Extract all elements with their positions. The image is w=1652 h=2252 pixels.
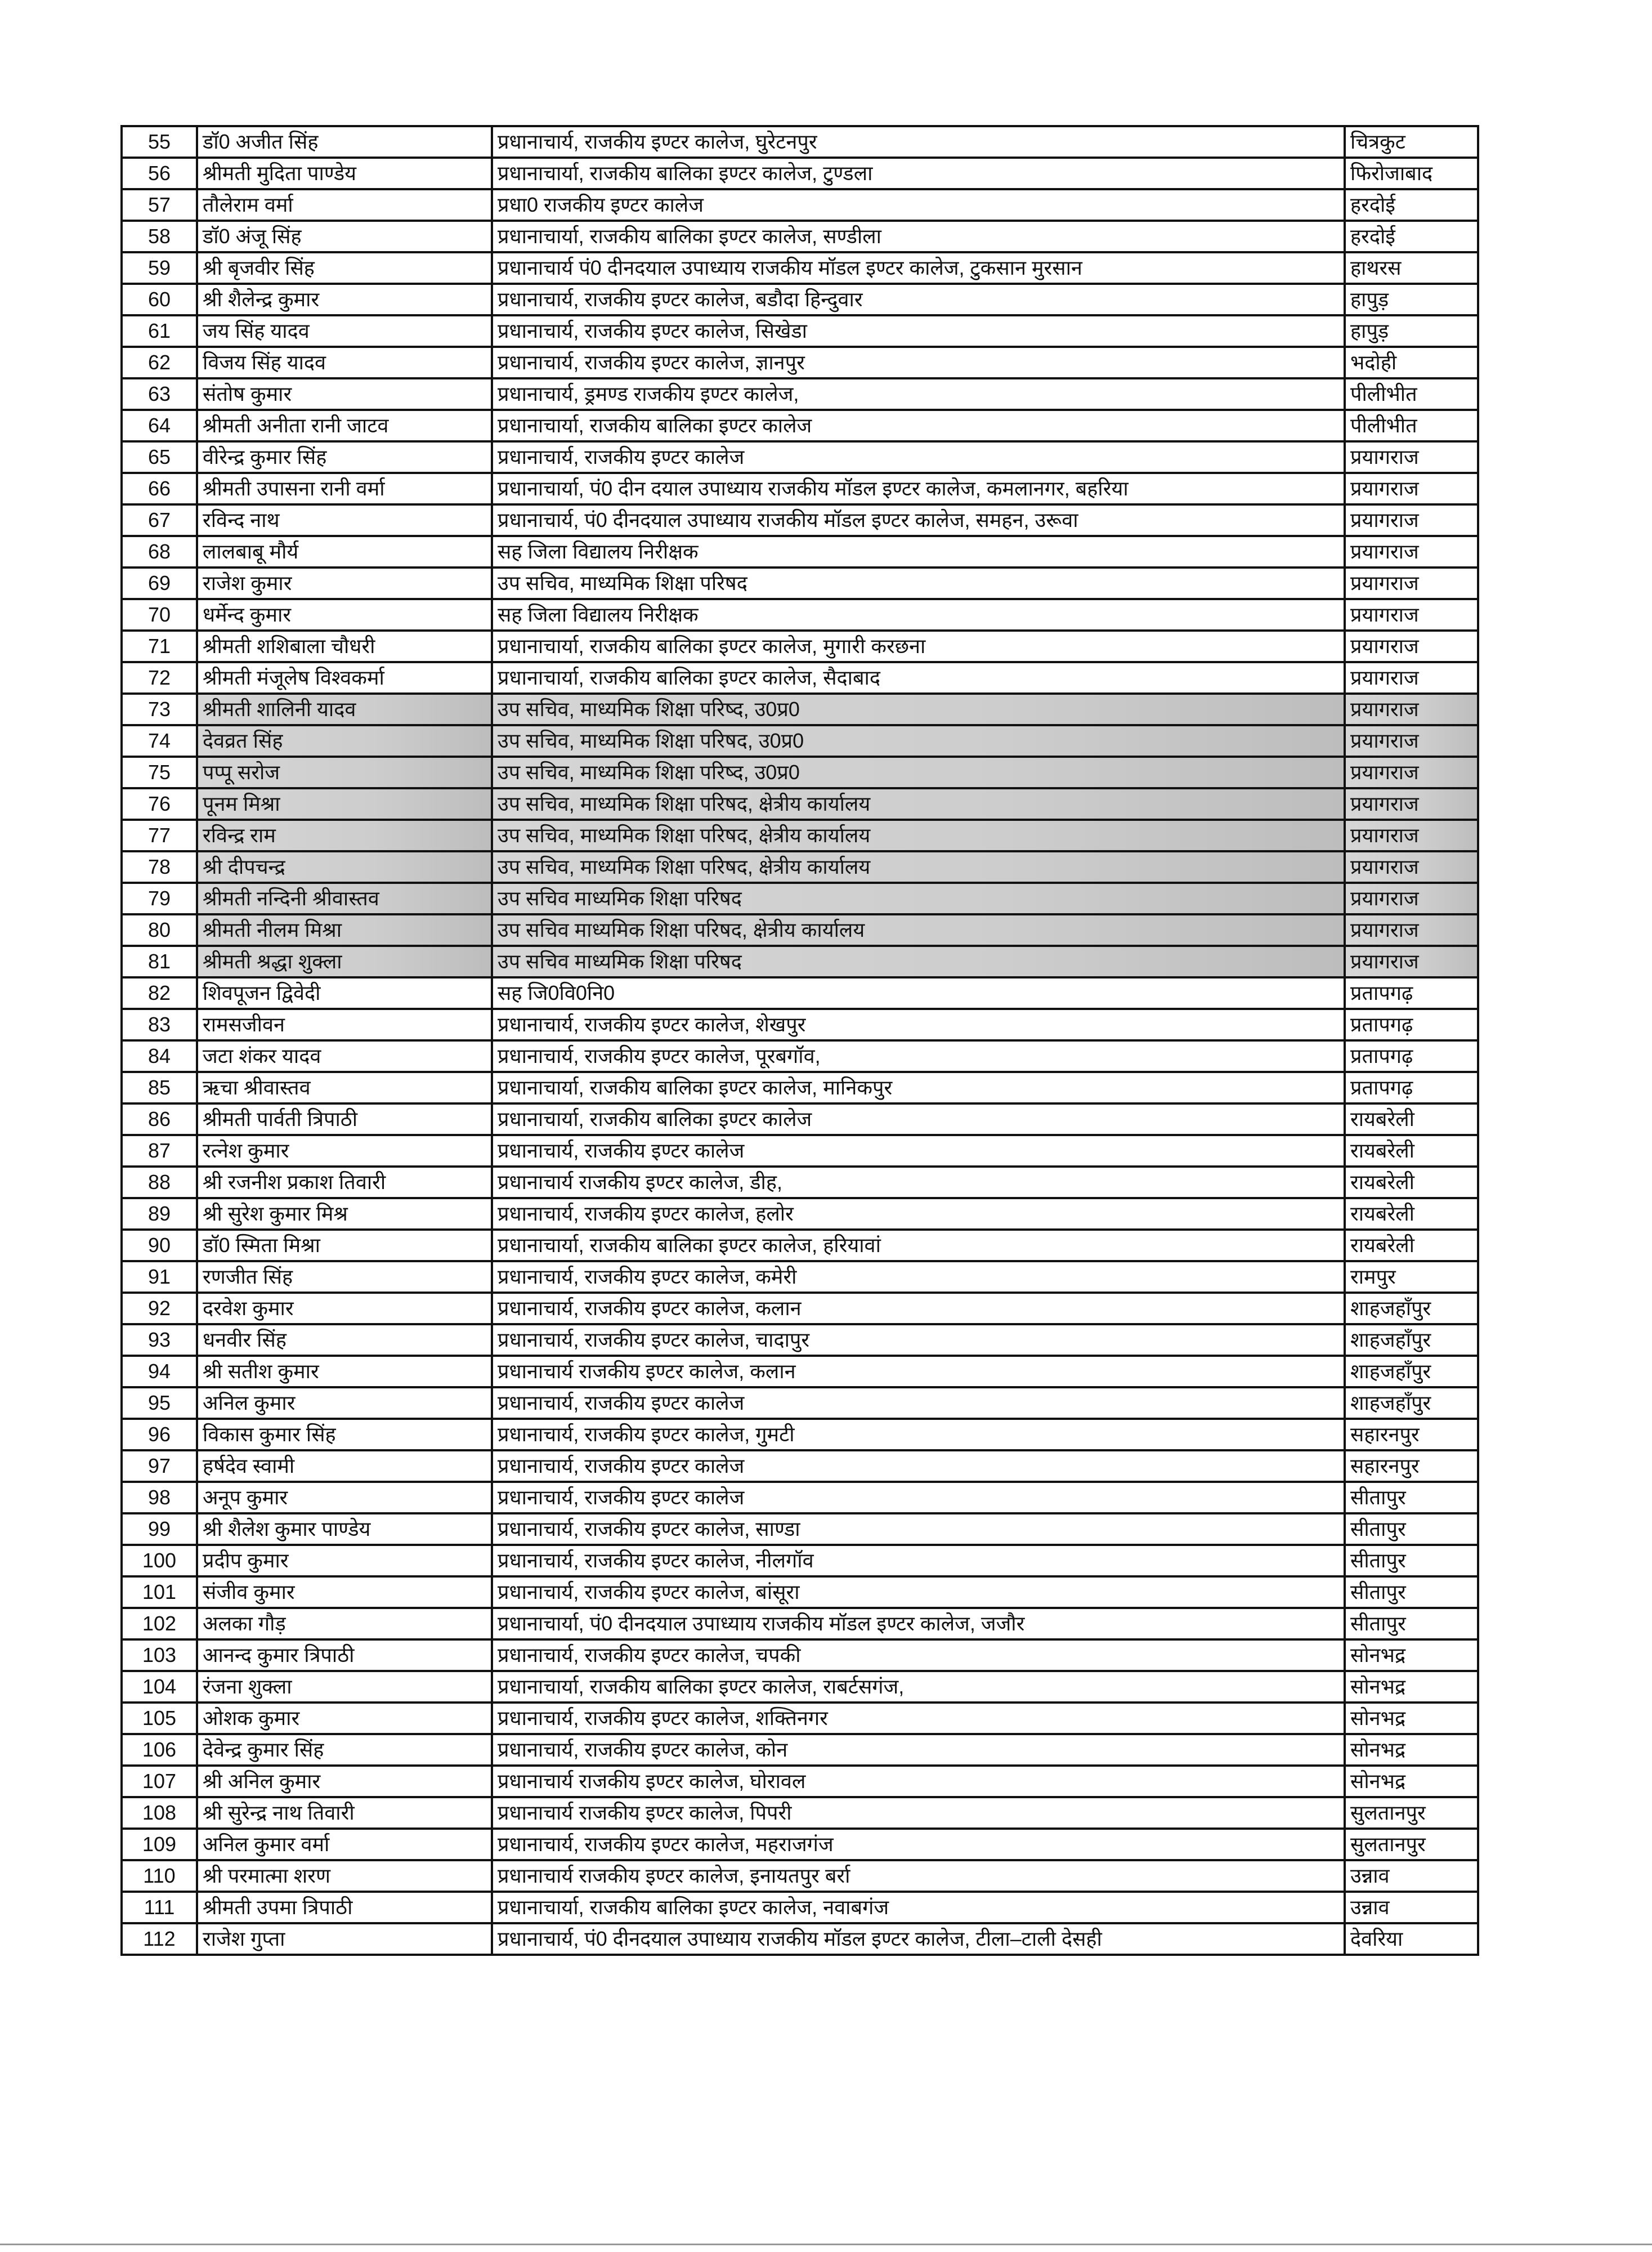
table-row	[122, 977, 1478, 1009]
designation-cell: प्रधानाचार्य राजकीय इण्टर कालेज, इनायतपुर बर्रा	[492, 1860, 1345, 1892]
official-name-cell: डॉ0 अंजू सिंह	[197, 221, 492, 252]
designation-cell: प्रधानाचार्य, राजकीय इण्टर कालेज, शक्तिनगर	[492, 1703, 1345, 1734]
official-name-cell: हर्षदेव स्वामी	[197, 1450, 492, 1482]
table-row	[122, 1293, 1478, 1324]
official-name-cell: श्रीमती शालिनी यादव	[197, 694, 492, 725]
district-cell: सीतापुर	[1345, 1513, 1478, 1545]
designation-cell: प्रधानाचार्य, राजकीय इण्टर कालेज	[492, 441, 1345, 473]
designation-cell: प्रधानाचार्य राजकीय इण्टर कालेज, पिपरी	[492, 1797, 1345, 1829]
table-row	[122, 1230, 1478, 1261]
serial-number-cell: 96	[122, 1419, 197, 1450]
designation-cell: उप सचिव, माध्यमिक शिक्षा परिषद, क्षेत्रीय कार्यालय	[492, 820, 1345, 851]
serial-number-cell: 98	[122, 1482, 197, 1513]
designation-cell: प्रधानाचार्य, राजकीय इण्टर कालेज, सिखेडा	[492, 315, 1345, 347]
official-name-cell: अलका गौड़	[197, 1608, 492, 1639]
serial-number-cell: 87	[122, 1135, 197, 1167]
table-row	[122, 1734, 1478, 1766]
official-name-cell: आनन्द कुमार त्रिपाठी	[197, 1639, 492, 1671]
district-cell: हरदोई	[1345, 221, 1478, 252]
district-cell: पीलीभीत	[1345, 378, 1478, 410]
serial-number-cell: 70	[122, 599, 197, 631]
designation-cell: सह जिला विद्यालय निरीक्षक	[492, 599, 1345, 631]
serial-number-cell: 84	[122, 1040, 197, 1072]
designation-cell: प्रधानाचार्या, राजकीय बालिका इण्टर कालेज, हरियावां	[492, 1230, 1345, 1261]
district-cell: रायबरेली	[1345, 1198, 1478, 1230]
designation-cell: प्रधानाचार्य, राजकीय इण्टर कालेज	[492, 1387, 1345, 1419]
officials-table	[120, 125, 1479, 1956]
designation-cell: प्रधानाचार्य, राजकीय इण्टर कालेज	[492, 1450, 1345, 1482]
district-cell: सीतापुर	[1345, 1482, 1478, 1513]
official-name-cell: संजीव कुमार	[197, 1576, 492, 1608]
serial-number-cell: 68	[122, 536, 197, 568]
district-cell: प्रतापगढ़	[1345, 1072, 1478, 1103]
serial-number-cell: 99	[122, 1513, 197, 1545]
district-cell: भदोही	[1345, 347, 1478, 378]
table-row	[122, 883, 1478, 914]
serial-number-cell: 94	[122, 1356, 197, 1387]
table-row	[122, 158, 1478, 189]
serial-number-cell: 58	[122, 221, 197, 252]
table-row	[122, 473, 1478, 504]
serial-number-cell: 78	[122, 851, 197, 883]
table-row	[122, 284, 1478, 315]
official-name-cell: देवव्रत सिंह	[197, 725, 492, 757]
official-name-cell: श्री शैलेश कुमार पाण्डेय	[197, 1513, 492, 1545]
district-cell: हापुड़	[1345, 315, 1478, 347]
designation-cell: उप सचिव, माध्यमिक शिक्षा परिष्द, उ0प्र0	[492, 694, 1345, 725]
district-cell: प्रयागराज	[1345, 473, 1478, 504]
designation-cell: उप सचिव, माध्यमिक शिक्षा परिषद, उ0प्र0	[492, 725, 1345, 757]
official-name-cell: रविन्द्र राम	[197, 820, 492, 851]
table-row	[122, 126, 1478, 158]
table-row	[122, 1892, 1478, 1923]
table-row	[122, 1419, 1478, 1450]
serial-number-cell: 91	[122, 1261, 197, 1293]
page-bottom-edge	[0, 2244, 1652, 2245]
serial-number-cell: 109	[122, 1829, 197, 1860]
official-name-cell: वीरेन्द्र कुमार सिंह	[197, 441, 492, 473]
designation-cell: प्रधानाचार्य, राजकीय इण्टर कालेज, ज्ञानपुर	[492, 347, 1345, 378]
district-cell: सोनभद्र	[1345, 1639, 1478, 1671]
official-name-cell: श्री शैलेन्द्र कुमार	[197, 284, 492, 315]
district-cell: प्रयागराज	[1345, 694, 1478, 725]
serial-number-cell: 75	[122, 757, 197, 788]
official-name-cell: धनवीर सिंह	[197, 1324, 492, 1356]
official-name-cell: श्री सुरेश कुमार मिश्र	[197, 1198, 492, 1230]
table-row	[122, 662, 1478, 694]
district-cell: चित्रकुट	[1345, 126, 1478, 158]
official-name-cell: श्री सतीश कुमार	[197, 1356, 492, 1387]
designation-cell: प्रधानाचार्य, राजकीय इण्टर कालेज, कोन	[492, 1734, 1345, 1766]
official-name-cell: श्रीमती मुदिता पाण्डेय	[197, 158, 492, 189]
serial-number-cell: 97	[122, 1450, 197, 1482]
official-name-cell: श्रीमती अनीता रानी जाटव	[197, 410, 492, 441]
district-cell: प्रतापगढ़	[1345, 1009, 1478, 1040]
official-name-cell: लालबाबू मौर्य	[197, 536, 492, 568]
district-cell: रायबरेली	[1345, 1230, 1478, 1261]
district-cell: प्रयागराज	[1345, 820, 1478, 851]
district-cell: सीतापुर	[1345, 1608, 1478, 1639]
official-name-cell: रंजना शुक्ला	[197, 1671, 492, 1703]
designation-cell: प्रधानाचार्य, राजकीय इण्टर कालेज	[492, 1482, 1345, 1513]
district-cell: पीलीभीत	[1345, 410, 1478, 441]
designation-cell: प्रधानाचार्य, राजकीय इण्टर कालेज, गुमटी	[492, 1419, 1345, 1450]
designation-cell: प्रधानाचार्य, ड्रमण्ड राजकीय इण्टर कालेज,	[492, 378, 1345, 410]
official-name-cell: श्रीमती उपमा त्रिपाठी	[197, 1892, 492, 1923]
serial-number-cell: 93	[122, 1324, 197, 1356]
table-row	[122, 1040, 1478, 1072]
table-row	[122, 788, 1478, 820]
serial-number-cell: 106	[122, 1734, 197, 1766]
official-name-cell: श्रीमती श्रद्धा शुक्ला	[197, 946, 492, 977]
official-name-cell: ओशक कुमार	[197, 1703, 492, 1734]
district-cell: शाहजहाँपुर	[1345, 1387, 1478, 1419]
serial-number-cell: 67	[122, 504, 197, 536]
official-name-cell: पूनम मिश्रा	[197, 788, 492, 820]
serial-number-cell: 61	[122, 315, 197, 347]
official-name-cell: रत्नेश कुमार	[197, 1135, 492, 1167]
official-name-cell: श्रीमती नन्दिनी श्रीवास्तव	[197, 883, 492, 914]
district-cell: प्रयागराज	[1345, 631, 1478, 662]
official-name-cell: श्रीमती उपासना रानी वर्मा	[197, 473, 492, 504]
district-cell: सीतापुर	[1345, 1545, 1478, 1576]
table-row	[122, 694, 1478, 725]
table-row	[122, 315, 1478, 347]
serial-number-cell: 108	[122, 1797, 197, 1829]
designation-cell: प्रधानाचार्य, राजकीय इण्टर कालेज, कलान	[492, 1293, 1345, 1324]
official-name-cell: पप्पू सरोज	[197, 757, 492, 788]
table-row	[122, 410, 1478, 441]
table-row	[122, 599, 1478, 631]
district-cell: हाथरस	[1345, 252, 1478, 284]
district-cell: रायबरेली	[1345, 1103, 1478, 1135]
district-cell: प्रयागराज	[1345, 599, 1478, 631]
official-name-cell: रामसजीवन	[197, 1009, 492, 1040]
table-row	[122, 1703, 1478, 1734]
designation-cell: प्रधानाचार्य, राजकीय इण्टर कालेज, साण्डा	[492, 1513, 1345, 1545]
designation-cell: प्रधानाचार्य राजकीय इण्टर कालेज, घोरावल	[492, 1766, 1345, 1797]
official-name-cell: अनिल कुमार वर्मा	[197, 1829, 492, 1860]
district-cell: प्रयागराज	[1345, 568, 1478, 599]
serial-number-cell: 65	[122, 441, 197, 473]
designation-cell: प्रधानाचार्य, राजकीय इण्टर कालेज, कमेरी	[492, 1261, 1345, 1293]
table-row	[122, 1198, 1478, 1230]
serial-number-cell: 63	[122, 378, 197, 410]
official-name-cell: रणजीत सिंह	[197, 1261, 492, 1293]
designation-cell: प्रधानाचार्य, पं0 दीनदयाल उपाध्याय राजकीय मॉडल इण्टर कालेज, टीला–टाली देसही	[492, 1923, 1345, 1955]
official-name-cell: श्री बृजवीर सिंह	[197, 252, 492, 284]
official-name-cell: विकास कुमार सिंह	[197, 1419, 492, 1450]
serial-number-cell: 77	[122, 820, 197, 851]
designation-cell: उप सचिव, माध्यमिक शिक्षा परिषद	[492, 568, 1345, 599]
table-row	[122, 1103, 1478, 1135]
designation-cell: प्रधानाचार्य, पं0 दीनदयाल उपाध्याय राजकीय मॉडल इण्टर कालेज, समहन, उरूवा	[492, 504, 1345, 536]
official-name-cell: डॉ0 अजीत सिंह	[197, 126, 492, 158]
table-row	[122, 1135, 1478, 1167]
serial-number-cell: 90	[122, 1230, 197, 1261]
official-name-cell: धर्मेन्द कुमार	[197, 599, 492, 631]
serial-number-cell: 69	[122, 568, 197, 599]
designation-cell: प्रधानाचार्य, राजकीय इण्टर कालेज, नीलगॉव	[492, 1545, 1345, 1576]
serial-number-cell: 107	[122, 1766, 197, 1797]
designation-cell: प्रधानाचार्य, राजकीय इण्टर कालेज, बांसूरा	[492, 1576, 1345, 1608]
district-cell: प्रयागराज	[1345, 536, 1478, 568]
serial-number-cell: 89	[122, 1198, 197, 1230]
district-cell: सहारनपुर	[1345, 1419, 1478, 1450]
official-name-cell: अनिल कुमार	[197, 1387, 492, 1419]
serial-number-cell: 92	[122, 1293, 197, 1324]
district-cell: प्रयागराज	[1345, 441, 1478, 473]
official-name-cell: विजय सिंह यादव	[197, 347, 492, 378]
table-row	[122, 441, 1478, 473]
designation-cell: उप सचिव, माध्यमिक शिक्षा परिषद, क्षेत्रीय कार्यालय	[492, 851, 1345, 883]
designation-cell: प्रधा0 राजकीय इण्टर कालेज	[492, 189, 1345, 221]
district-cell: सहारनपुर	[1345, 1450, 1478, 1482]
district-cell: शाहजहाँपुर	[1345, 1324, 1478, 1356]
district-cell: रामपुर	[1345, 1261, 1478, 1293]
district-cell: प्रयागराज	[1345, 662, 1478, 694]
table-row	[122, 1923, 1478, 1955]
table-row	[122, 1482, 1478, 1513]
designation-cell: प्रधानाचार्य, राजकीय इण्टर कालेज	[492, 1135, 1345, 1167]
district-cell: प्रतापगढ़	[1345, 977, 1478, 1009]
table-row	[122, 820, 1478, 851]
official-name-cell: तौलेराम वर्मा	[197, 189, 492, 221]
serial-number-cell: 80	[122, 914, 197, 946]
table-row	[122, 189, 1478, 221]
serial-number-cell: 104	[122, 1671, 197, 1703]
designation-cell: प्रधानाचार्य राजकीय इण्टर कालेज, डीह,	[492, 1167, 1345, 1198]
official-name-cell: रविन्द नाथ	[197, 504, 492, 536]
official-name-cell: श्री रजनीश प्रकाश तिवारी	[197, 1167, 492, 1198]
serial-number-cell: 88	[122, 1167, 197, 1198]
serial-number-cell: 100	[122, 1545, 197, 1576]
district-cell: सोनभद्र	[1345, 1671, 1478, 1703]
table-row	[122, 1671, 1478, 1703]
table-row	[122, 1356, 1478, 1387]
official-name-cell: दरवेश कुमार	[197, 1293, 492, 1324]
designation-cell: उप सचिव माध्यमिक शिक्षा परिषद	[492, 883, 1345, 914]
designation-cell: प्रधानाचार्य, राजकीय इण्टर कालेज, चादापुर	[492, 1324, 1345, 1356]
official-name-cell: संतोष कुमार	[197, 378, 492, 410]
official-name-cell: ऋचा श्रीवास्तव	[197, 1072, 492, 1103]
district-cell: प्रयागराज	[1345, 757, 1478, 788]
official-name-cell: श्री परमात्मा शरण	[197, 1860, 492, 1892]
serial-number-cell: 102	[122, 1608, 197, 1639]
table-row	[122, 1009, 1478, 1040]
designation-cell: प्रधानाचार्य, राजकीय इण्टर कालेज, शेखपुर	[492, 1009, 1345, 1040]
designation-cell: उप सचिव माध्यमिक शिक्षा परिषद	[492, 946, 1345, 977]
serial-number-cell: 111	[122, 1892, 197, 1923]
district-cell: सोनभद्र	[1345, 1734, 1478, 1766]
official-name-cell: अनूप कुमार	[197, 1482, 492, 1513]
table-row	[122, 1072, 1478, 1103]
table-row	[122, 504, 1478, 536]
officials-table-body	[122, 126, 1478, 1955]
official-name-cell: डॉ0 स्मिता मिश्रा	[197, 1230, 492, 1261]
serial-number-cell: 79	[122, 883, 197, 914]
serial-number-cell: 85	[122, 1072, 197, 1103]
official-name-cell: श्री सुरेन्द्र नाथ तिवारी	[197, 1797, 492, 1829]
official-name-cell: राजेश गुप्ता	[197, 1923, 492, 1955]
designation-cell: प्रधानाचार्या, राजकीय बालिका इण्टर कालेज, मुगारी करछना	[492, 631, 1345, 662]
official-name-cell: जटा शंकर यादव	[197, 1040, 492, 1072]
serial-number-cell: 64	[122, 410, 197, 441]
official-name-cell: प्रदीप कुमार	[197, 1545, 492, 1576]
serial-number-cell: 86	[122, 1103, 197, 1135]
serial-number-cell: 83	[122, 1009, 197, 1040]
designation-cell: उप सचिव, माध्यमिक शिक्षा परिषद, क्षेत्रीय कार्यालय	[492, 788, 1345, 820]
designation-cell: प्रधानाचार्या, राजकीय बालिका इण्टर कालेज	[492, 1103, 1345, 1135]
official-name-cell: शिवपूजन द्विवेदी	[197, 977, 492, 1009]
designation-cell: प्रधानाचार्या, राजकीय बालिका इण्टर कालेज, टुण्डला	[492, 158, 1345, 189]
table-row	[122, 1860, 1478, 1892]
serial-number-cell: 101	[122, 1576, 197, 1608]
district-cell: प्रयागराज	[1345, 725, 1478, 757]
district-cell: सुलतानपुर	[1345, 1797, 1478, 1829]
district-cell: प्रयागराज	[1345, 914, 1478, 946]
official-name-cell: श्री अनिल कुमार	[197, 1766, 492, 1797]
table-row	[122, 1797, 1478, 1829]
serial-number-cell: 110	[122, 1860, 197, 1892]
table-row	[122, 1829, 1478, 1860]
designation-cell: प्रधानाचार्या, पं0 दीन दयाल उपाध्याय राजकीय मॉडल इण्टर कालेज, कमलानगर, बहरिया	[492, 473, 1345, 504]
district-cell: प्रयागराज	[1345, 851, 1478, 883]
table-row	[122, 757, 1478, 788]
table-row	[122, 1450, 1478, 1482]
table-row	[122, 1576, 1478, 1608]
table-row	[122, 1766, 1478, 1797]
district-cell: प्रतापगढ़	[1345, 1040, 1478, 1072]
serial-number-cell: 76	[122, 788, 197, 820]
serial-number-cell: 105	[122, 1703, 197, 1734]
designation-cell: प्रधानाचार्य, राजकीय इण्टर कालेज, चपकी	[492, 1639, 1345, 1671]
serial-number-cell: 55	[122, 126, 197, 158]
official-name-cell: देवेन्द्र कुमार सिंह	[197, 1734, 492, 1766]
serial-number-cell: 60	[122, 284, 197, 315]
serial-number-cell: 74	[122, 725, 197, 757]
designation-cell: प्रधानाचार्य राजकीय इण्टर कालेज, कलान	[492, 1356, 1345, 1387]
designation-cell: प्रधानाचार्या, राजकीय बालिका इण्टर कालेज, सण्डीला	[492, 221, 1345, 252]
serial-number-cell: 73	[122, 694, 197, 725]
district-cell: सीतापुर	[1345, 1576, 1478, 1608]
designation-cell: प्रधानाचार्या, राजकीय बालिका इण्टर कालेज, राबर्टसगंज,	[492, 1671, 1345, 1703]
serial-number-cell: 72	[122, 662, 197, 694]
district-cell: प्रयागराज	[1345, 788, 1478, 820]
table-row	[122, 221, 1478, 252]
district-cell: रायबरेली	[1345, 1135, 1478, 1167]
designation-cell: प्रधानाचार्य, राजकीय इण्टर कालेज, हलोर	[492, 1198, 1345, 1230]
district-cell: प्रयागराज	[1345, 946, 1478, 977]
designation-cell: प्रधानाचार्या, राजकीय बालिका इण्टर कालेज	[492, 410, 1345, 441]
table-row	[122, 1608, 1478, 1639]
official-name-cell: श्रीमती शशिबाला चौधरी	[197, 631, 492, 662]
table-row	[122, 1261, 1478, 1293]
serial-number-cell: 112	[122, 1923, 197, 1955]
serial-number-cell: 66	[122, 473, 197, 504]
table-row	[122, 725, 1478, 757]
designation-cell: सह जि0वि0नि0	[492, 977, 1345, 1009]
table-row	[122, 347, 1478, 378]
table-row	[122, 946, 1478, 977]
official-name-cell: जय सिंह यादव	[197, 315, 492, 347]
designation-cell: प्रधानाचार्य, राजकीय इण्टर कालेज, बडौदा हिन्दुवार	[492, 284, 1345, 315]
designation-cell: प्रधानाचार्या, पं0 दीनदयाल उपाध्याय राजकीय मॉडल इण्टर कालेज, जजौर	[492, 1608, 1345, 1639]
designation-cell: उप सचिव, माध्यमिक शिक्षा परिष्द, उ0प्र0	[492, 757, 1345, 788]
designation-cell: प्रधानाचार्य, राजकीय इण्टर कालेज, महराजगंज	[492, 1829, 1345, 1860]
table-row	[122, 378, 1478, 410]
official-name-cell: श्री दीपचन्द्र	[197, 851, 492, 883]
table-row	[122, 1639, 1478, 1671]
table-row	[122, 1545, 1478, 1576]
district-cell: शाहजहाँपुर	[1345, 1293, 1478, 1324]
district-cell: प्रयागराज	[1345, 504, 1478, 536]
district-cell: सोनभद्र	[1345, 1766, 1478, 1797]
table-row	[122, 1387, 1478, 1419]
serial-number-cell: 71	[122, 631, 197, 662]
designation-cell: प्रधानाचार्य पं0 दीनदयाल उपाध्याय राजकीय मॉडल इण्टर कालेज, टुकसान मुरसान	[492, 252, 1345, 284]
table-row	[122, 1513, 1478, 1545]
designation-cell: प्रधानाचार्या, राजकीय बालिका इण्टर कालेज, नवाबगंज	[492, 1892, 1345, 1923]
serial-number-cell: 82	[122, 977, 197, 1009]
district-cell: देवरिया	[1345, 1923, 1478, 1955]
district-cell: हापुड़	[1345, 284, 1478, 315]
serial-number-cell: 103	[122, 1639, 197, 1671]
district-cell: शाहजहाँपुर	[1345, 1356, 1478, 1387]
serial-number-cell: 56	[122, 158, 197, 189]
designation-cell: प्रधानाचार्या, राजकीय बालिका इण्टर कालेज, मानिकपुर	[492, 1072, 1345, 1103]
table-row	[122, 568, 1478, 599]
district-cell: रायबरेली	[1345, 1167, 1478, 1198]
designation-cell: प्रधानाचार्य, राजकीय इण्टर कालेज, घुरेटनपुर	[492, 126, 1345, 158]
table-row	[122, 252, 1478, 284]
table-row	[122, 851, 1478, 883]
district-cell: सोनभद्र	[1345, 1703, 1478, 1734]
serial-number-cell: 62	[122, 347, 197, 378]
official-name-cell: श्रीमती मंजूलेष विश्वकर्मा	[197, 662, 492, 694]
designation-cell: प्रधानाचार्या, राजकीय बालिका इण्टर कालेज, सैदाबाद	[492, 662, 1345, 694]
district-cell: फिरोजाबाद	[1345, 158, 1478, 189]
serial-number-cell: 57	[122, 189, 197, 221]
table-row	[122, 1167, 1478, 1198]
district-cell: हरदोई	[1345, 189, 1478, 221]
official-name-cell: श्रीमती नीलम मिश्रा	[197, 914, 492, 946]
official-name-cell: राजेश कुमार	[197, 568, 492, 599]
table-row	[122, 536, 1478, 568]
designation-cell: उप सचिव माध्यमिक शिक्षा परिषद, क्षेत्रीय कार्यालय	[492, 914, 1345, 946]
table-row	[122, 631, 1478, 662]
designation-cell: प्रधानाचार्य, राजकीय इण्टर कालेज, पूरबगॉव,	[492, 1040, 1345, 1072]
designation-cell: सह जिला विद्यालय निरीक्षक	[492, 536, 1345, 568]
table-row	[122, 914, 1478, 946]
district-cell: उन्नाव	[1345, 1860, 1478, 1892]
district-cell: उन्नाव	[1345, 1892, 1478, 1923]
serial-number-cell: 81	[122, 946, 197, 977]
district-cell: प्रयागराज	[1345, 883, 1478, 914]
district-cell: सुलतानपुर	[1345, 1829, 1478, 1860]
official-name-cell: श्रीमती पार्वती त्रिपाठी	[197, 1103, 492, 1135]
serial-number-cell: 59	[122, 252, 197, 284]
table-row	[122, 1324, 1478, 1356]
serial-number-cell: 95	[122, 1387, 197, 1419]
